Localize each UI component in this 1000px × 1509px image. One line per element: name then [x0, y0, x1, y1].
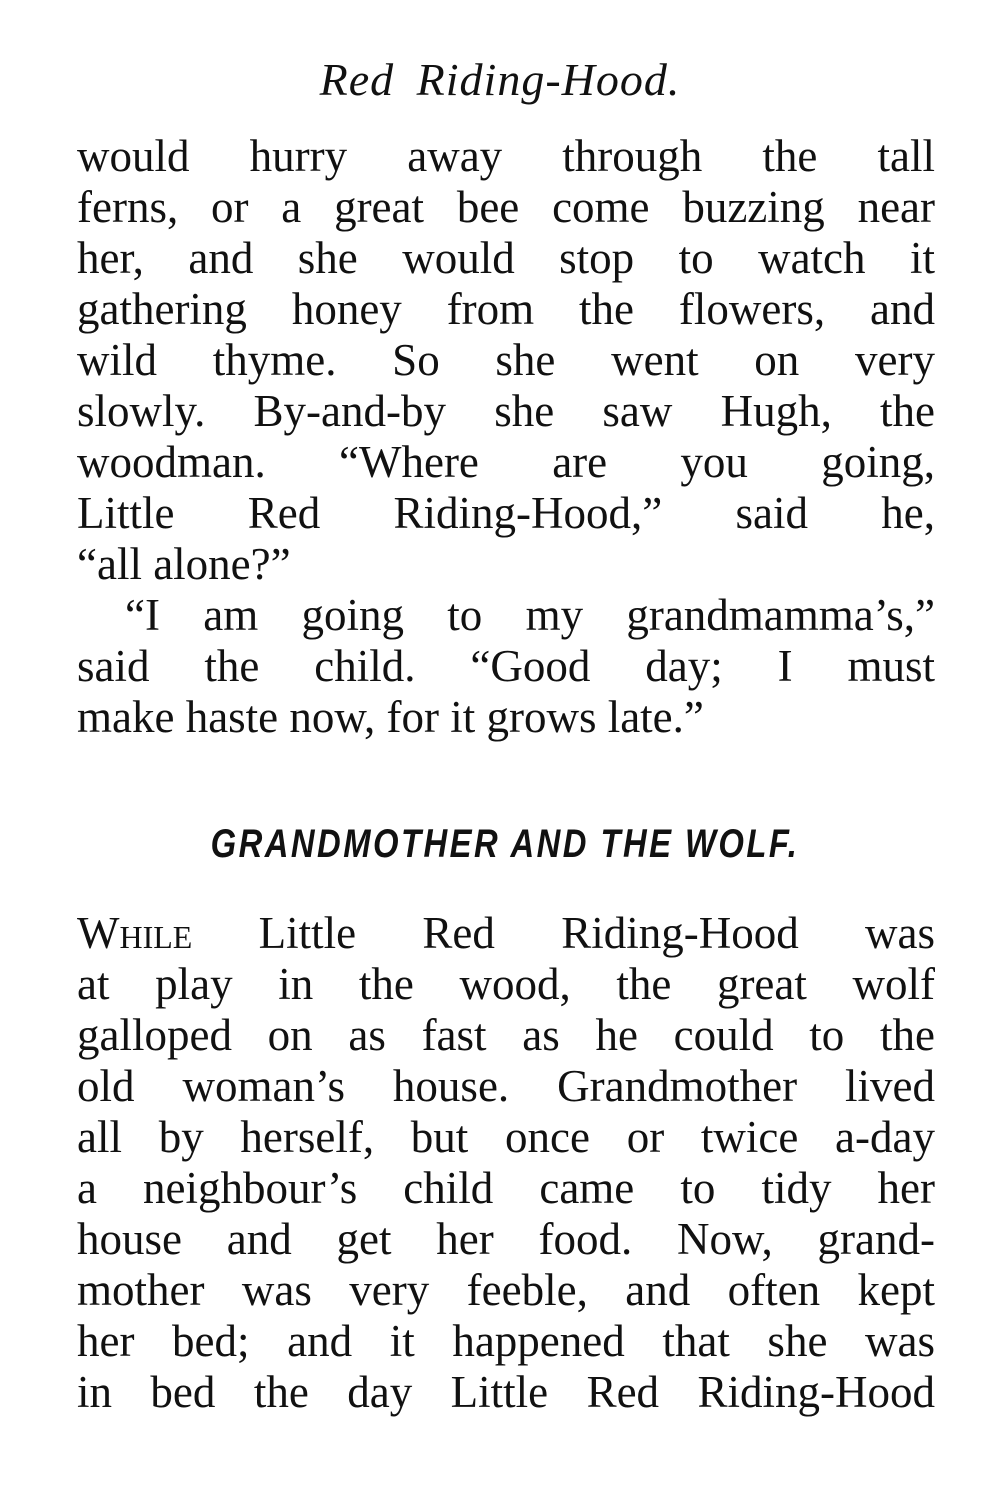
text-line: “I am going to my grandmamma’s,”	[125, 590, 935, 640]
text-line: her bed; and it happened that she was	[77, 1316, 935, 1366]
text-line: Little Red Riding-Hood,” said he,	[77, 488, 935, 538]
running-head: Red Riding-Hood.	[319, 54, 681, 105]
section-heading: GRANDMOTHER AND THE WOLF.	[210, 822, 800, 866]
text-line: slowly. By-and-by she saw Hugh, the	[77, 386, 935, 436]
text-line: all by herself, but once or twice a-day	[77, 1112, 935, 1162]
text-line-rest: Little Red Riding-Hood was	[192, 908, 935, 958]
text-line: a neighbour’s child came to tidy her	[77, 1163, 935, 1213]
text-line: make haste now, for it grows late.”	[77, 692, 704, 742]
text-line: mother was very feeble, and often kept	[77, 1265, 935, 1315]
text-line: wild thyme. So she went on very	[77, 335, 935, 385]
text-line: gathering honey from the flowers, and	[77, 284, 935, 334]
text-line: her, and she would stop to watch it	[77, 233, 935, 283]
text-line: house and get her food. Now, grand-	[77, 1214, 935, 1264]
text-line: at play in the wood, the great wolf	[77, 959, 935, 1009]
text-line: said the child. “Good day; I must	[77, 641, 935, 691]
text-line: “all alone?”	[77, 539, 291, 589]
text-line: ferns, or a great bee come buzzing near	[77, 182, 935, 232]
text-line-first	[77, 907, 935, 959]
opening-word: While	[77, 908, 193, 958]
text-line: old woman’s house. Grandmother lived	[77, 1061, 935, 1111]
text-line: in bed the day Little Red Riding-Hood	[77, 1367, 935, 1417]
text-line: galloped on as fast as he could to the	[77, 1010, 935, 1060]
text-line: would hurry away through the tall	[77, 131, 935, 181]
text-line: woodman. “Where are you going,	[77, 437, 935, 487]
